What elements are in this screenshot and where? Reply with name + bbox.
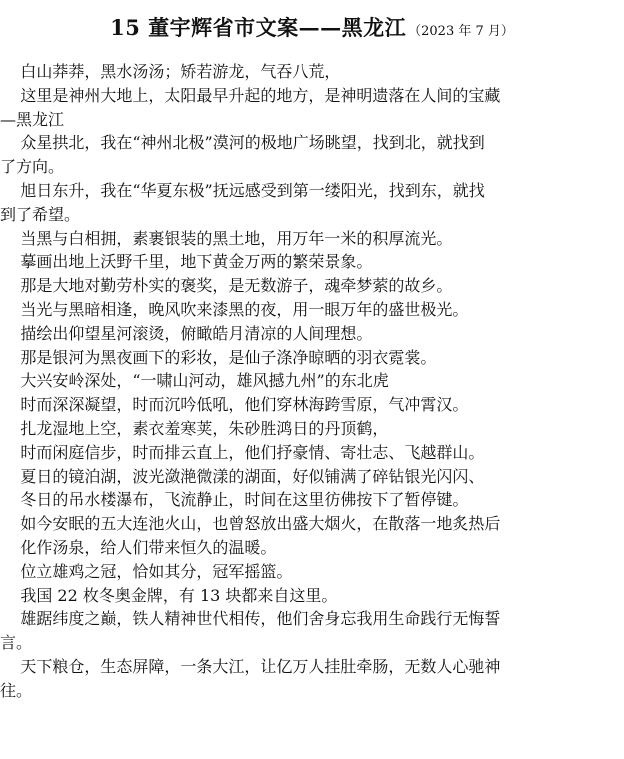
text-line: 往。 — [0, 680, 33, 700]
text-line: 了方向。 — [0, 157, 65, 177]
text-line: 旭日东升，我在“华夏东极”抚远感受到第一缕阳光，找到东，就找 — [0, 180, 485, 200]
text-line: 摹画出地上沃野千里，地下黄金万两的繁荣景象。 — [0, 252, 373, 272]
document-body — [0, 60, 624, 703]
document-title: 15 董宇辉省市文案——黑龙江 — [110, 15, 407, 40]
text-line: 扎龙湿地上空，素衣羞寒荚，朱砂胜鸿日的丹顶鹤， — [0, 418, 389, 438]
document-title-line — [0, 12, 624, 42]
text-line: 冬日的吊水楼瀑布，飞流静止，时间在这里彷佛按下了暂停键。 — [0, 490, 469, 510]
text-line: —黑龙江 — [0, 109, 65, 129]
text-line: 位立雄鸡之冠，恰如其分，冠军摇篮。 — [0, 561, 293, 581]
text-line: 时而深深凝望，时而沉吟低吼，他们穿林海跨雪原，气冲霄汉。 — [0, 395, 469, 415]
text-line: 那是银河为黑夜画下的彩妆，是仙子涤净晾晒的羽衣霓裳。 — [0, 347, 437, 367]
text-line: 当黑与白相拥，素裹银装的黑土地，用万年一米的积厚流光。 — [0, 228, 453, 248]
text-line: 众星拱北，我在“神州北极”漠河的极地广场眺望，找到北，就找到 — [0, 133, 485, 153]
text-line: 当光与黑暗相逢，晚风吹来漆黑的夜，用一眼万年的盛世极光。 — [0, 299, 469, 319]
text-line: 我国 22 枚冬奥金牌，有 13 块都来自这里。 — [0, 585, 338, 605]
text-line: 描绘出仰望星河滚烫，俯瞰皓月清凉的人间理想。 — [0, 323, 373, 343]
document-date: （2023 年 7 月） — [408, 24, 514, 39]
text-line: 化作汤泉，给人们带来恒久的温暖。 — [0, 537, 277, 557]
text-line: 天下粮仓，生态屏障，一条大江，让亿万人挂肚牵肠，无数人心驰神 — [0, 656, 501, 676]
text-line: 夏日的镜泊湖，波光潋滟微漾的湖面，好似铺满了碎钻银光闪闪、 — [0, 466, 485, 486]
text-line: 时而闲庭信步，时而排云直上，他们抒豪情、寄壮志、飞越群山。 — [0, 442, 485, 462]
text-line: 到了希望。 — [0, 204, 81, 224]
text-line: 这里是神州大地上，太阳最早升起的地方，是神明遗落在人间的宝藏 — [0, 85, 501, 105]
text-line: 如今安眠的五大连池火山，也曾怒放出盛大烟火，在散落一地炙热后 — [0, 514, 501, 534]
text-line: 言。 — [0, 633, 33, 653]
text-line: 雄踞纬度之巅，铁人精神世代相传，他们舍身忘我用生命践行无悔誓 — [0, 609, 501, 629]
text-line: 白山莽莽，黑水汤汤；矫若游龙，气吞八荒， — [0, 62, 341, 81]
text-line: 大兴安岭深处，“一啸山河动，雄风撼九州”的东北虎 — [0, 371, 389, 391]
text-line: 那是大地对勤劳朴实的褒奖，是无数游子，魂牵梦萦的故乡。 — [0, 276, 453, 296]
